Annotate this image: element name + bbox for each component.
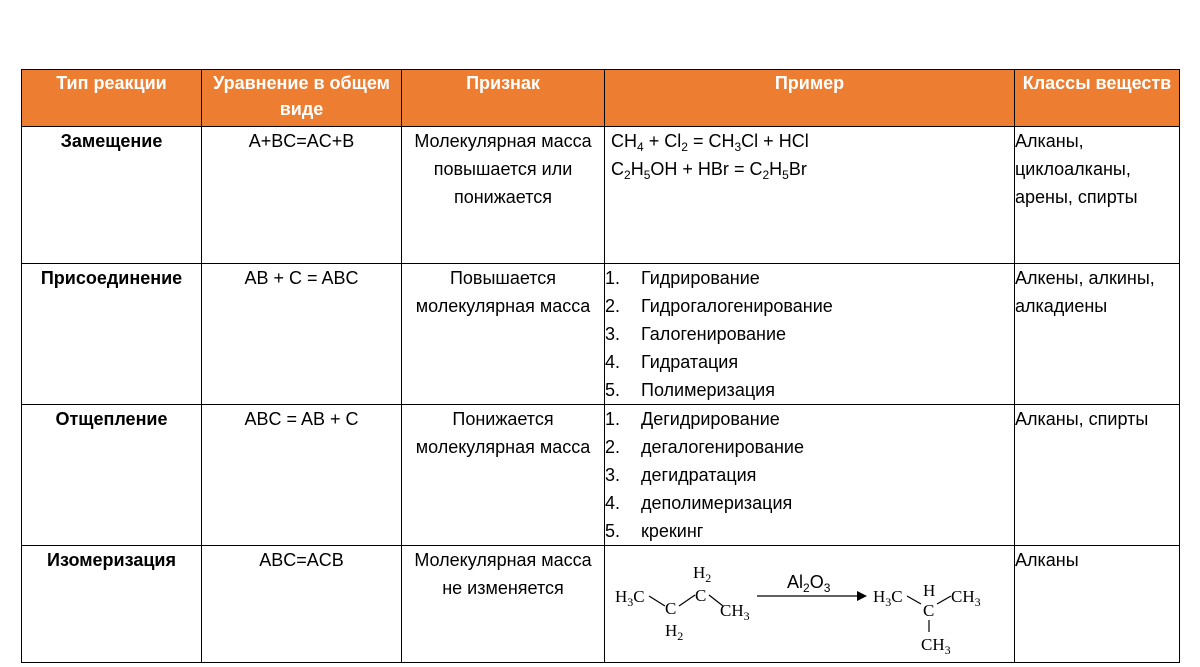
reaction-example <box>605 546 1015 663</box>
isobutane-c: C <box>923 601 935 620</box>
header-sign: Признак <box>402 70 605 127</box>
example-equation-2: $C_2H_5OH$ + HBr = $C_2H_5Br$ <box>611 159 807 182</box>
substance-classes: Алканы, спирты <box>1015 405 1180 546</box>
general-equation: ABC=ACB <box>202 546 402 663</box>
table-row <box>22 546 1180 663</box>
butane-c2: C <box>665 599 677 618</box>
substance-classes: Алканы, циклоалканы, арены, спирты <box>1015 127 1180 264</box>
butane-h2-bottom: $H_2$ <box>665 621 684 643</box>
header-equation: Уравнение в общем виде <box>202 70 402 127</box>
table-row <box>22 264 1180 405</box>
butane-ch3: $CH_3$ <box>720 601 750 623</box>
list-item: 3. Галогенирование <box>605 324 787 344</box>
isobutane-h3c: $H_3C$ <box>873 587 903 609</box>
list-item: 4. Гидратация <box>605 352 739 372</box>
isomerization-scheme <box>605 546 1011 654</box>
list-item: 3. дегидратация <box>605 465 757 485</box>
substance-classes: Алкены, алкины, алкадиены <box>1015 264 1180 405</box>
list-item: 1. Гидрирование <box>605 268 760 288</box>
table-row <box>22 127 1180 264</box>
butane-h3c: $H_3C$ <box>615 587 645 609</box>
reaction-type: Отщепление <box>22 405 202 546</box>
substance-classes: Алканы <box>1015 546 1180 663</box>
butane-c3: C <box>695 586 707 605</box>
isobutane-ch3-bottom: $CH_3$ <box>921 635 951 654</box>
reaction-type: Замещение <box>22 127 202 264</box>
reaction-type: Изомеризация <box>22 546 202 663</box>
example-list <box>605 405 1014 545</box>
isobutane-h: H <box>923 581 936 600</box>
reaction-sign: Молекулярная масса не изменяется <box>402 546 605 663</box>
example-equation-1: $CH_4 + Cl_2 = CH_3Cl$ + HCl <box>611 131 809 154</box>
example-list <box>605 264 1014 404</box>
header-classes: Классы веществ <box>1015 70 1180 127</box>
list-item: 2. Гидрогалогенирование <box>605 296 833 316</box>
reaction-sign: Повышается молекулярная масса <box>402 264 605 405</box>
catalyst-label: $Al_2O_3$ <box>787 572 831 595</box>
list-item: 1. Дегидрирование <box>605 409 780 429</box>
reaction-sign: Молекулярная масса повышается или понижается <box>402 127 605 264</box>
reactions-table <box>21 69 1180 663</box>
header-row <box>22 70 1180 127</box>
list-item: 4. деполимеризация <box>605 493 793 513</box>
butane-h2-top: $H_2$ <box>693 563 712 585</box>
list-item: 5. крекинг <box>605 521 704 541</box>
list-item: 2. дегалогенирование <box>605 437 804 457</box>
general-equation: A+BC=AC+B <box>202 127 402 264</box>
table-row <box>22 405 1180 546</box>
isobutane-ch3-right: $CH_3$ <box>951 587 981 609</box>
header-example: Пример <box>605 70 1015 127</box>
reaction-example <box>605 405 1015 546</box>
general-equation: AB + C = ABC <box>202 264 402 405</box>
general-equation: ABC = AB + C <box>202 405 402 546</box>
header-type: Тип реакции <box>22 70 202 127</box>
reaction-example <box>605 127 1015 264</box>
reaction-sign: Понижается молекулярная масса <box>402 405 605 546</box>
reaction-type: Присоединение <box>22 264 202 405</box>
reaction-example <box>605 264 1015 405</box>
list-item: 5. Полимеризация <box>605 380 775 400</box>
